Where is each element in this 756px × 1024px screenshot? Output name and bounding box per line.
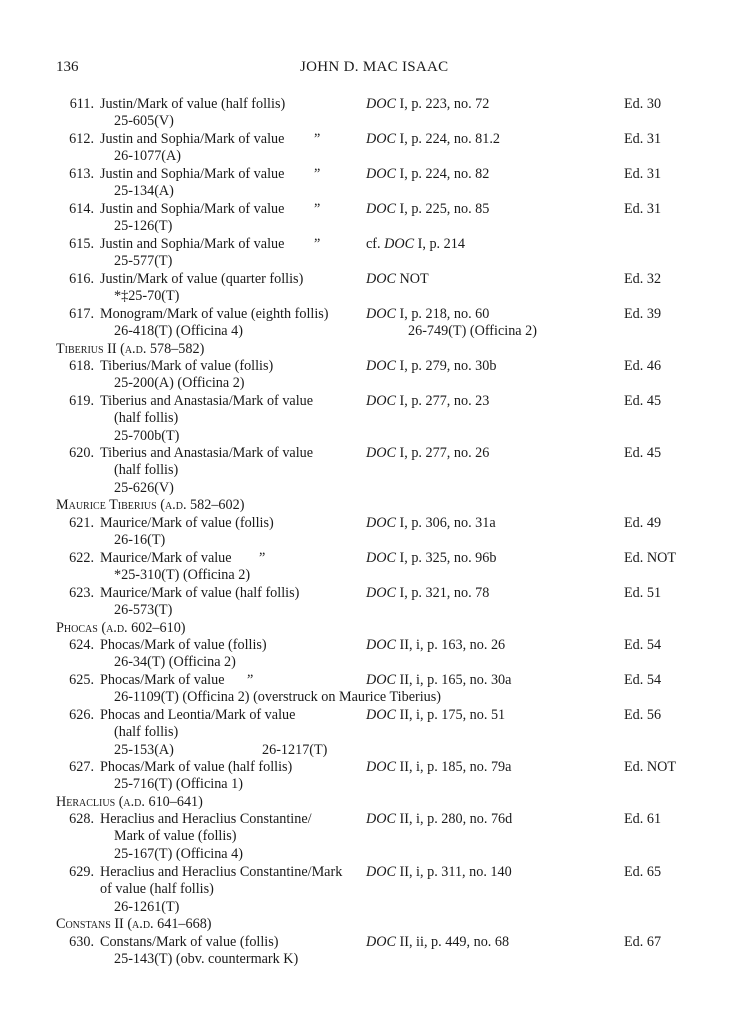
ditto-mark: ”: [314, 166, 321, 182]
doc-reference: [366, 864, 512, 881]
doc-locator: I, p. 306, no. 31a: [395, 515, 496, 531]
entry-description: Justin and Sophia/Mark of value: [100, 236, 285, 252]
entry-description: Tiberius and Anastasia/Mark of value: [100, 445, 314, 461]
specimen-number: 25-577(T): [114, 253, 173, 270]
entry-description-cont: Mark of value (follis): [114, 828, 237, 845]
doc-abbrev: DOC: [366, 934, 396, 950]
doc-locator: I, p. 279, no. 30b: [395, 358, 497, 374]
reign-name: Constans II: [56, 916, 124, 932]
specimen-number: 25-134(A): [114, 183, 174, 200]
doc-reference: [366, 393, 489, 410]
edition-number: Ed. 54: [624, 637, 662, 653]
doc-abbrev: DOC: [366, 811, 396, 827]
doc-abbrev: DOC: [366, 515, 396, 531]
entry-description: Tiberius and Anastasia/Mark of value: [100, 393, 314, 409]
specimen-number: 26-1261(T): [114, 898, 180, 915]
doc-abbrev: DOC: [366, 864, 396, 880]
edition-number: Ed. 49: [624, 515, 662, 531]
specimen-number: 26-34(T) (Officina 2): [114, 654, 236, 671]
entry-number: 615.: [69, 236, 94, 252]
reign-name: Phocas: [56, 620, 98, 636]
entry-number: 616.: [69, 271, 94, 287]
doc-reference: [366, 445, 489, 462]
doc-locator: I, p. 214: [414, 236, 465, 252]
specimen-number: 25-126(T): [114, 218, 173, 235]
doc-abbrev: DOC: [366, 358, 396, 374]
entry-number: 619.: [69, 393, 94, 409]
doc-reference: [366, 934, 509, 951]
edition-number: Ed. 31: [624, 201, 662, 217]
entry-description-cont: (half follis): [114, 462, 179, 479]
reign-heading: [56, 497, 244, 514]
entry-number: 621.: [69, 515, 94, 531]
edition-number: Ed. 61: [624, 811, 662, 827]
specimen-number: *25-310(T) (Officina 2): [114, 567, 251, 584]
entry-description-cont: (half follis): [114, 410, 179, 427]
ditto-mark: ”: [247, 672, 254, 688]
doc-locator: II, ii, p. 449, no. 68: [395, 934, 510, 950]
entry-description: Constans/Mark of value (follis): [100, 934, 279, 950]
reign-dates: (a.d. 610–641): [118, 794, 203, 810]
edition-number: Ed. 30: [624, 96, 662, 112]
entry-description: Phocas/Mark of value (half follis): [100, 759, 293, 775]
reign-heading: [56, 794, 203, 811]
doc-reference: [366, 550, 496, 567]
entry-number: 628.: [69, 811, 94, 827]
page-number: 136: [56, 59, 79, 75]
reign-dates: (a.d. 602–610): [101, 620, 186, 636]
reign-name: Maurice Tiberius: [56, 497, 157, 513]
edition-number: Ed. 31: [624, 131, 662, 147]
doc-reference: [366, 811, 512, 828]
doc-locator: I, p. 325, no. 96b: [395, 550, 497, 566]
edition-number: Ed. 65: [624, 864, 662, 880]
doc-abbrev: DOC: [366, 131, 396, 147]
doc-locator: II, i, p. 185, no. 79a: [395, 759, 512, 775]
doc-abbrev: DOC: [366, 550, 396, 566]
doc-locator: I, p. 218, no. 60: [395, 306, 490, 322]
doc-abbrev: DOC: [366, 271, 396, 287]
doc-abbrev: DOC: [366, 637, 396, 653]
doc-reference: [366, 96, 489, 113]
reign-name: Heraclius: [56, 794, 116, 810]
edition-number: Ed. 45: [624, 393, 662, 409]
doc-abbrev: DOC: [366, 672, 396, 688]
entry-number: 612.: [69, 131, 94, 147]
entry-description: Heraclius and Heraclius Constantine/Mark: [100, 864, 343, 880]
entry-number: 613.: [69, 166, 94, 182]
doc-locator: II, i, p. 280, no. 76d: [395, 811, 513, 827]
entry-description: Tiberius/Mark of value (follis): [100, 358, 274, 374]
doc-locator: II, i, p. 175, no. 51: [395, 707, 506, 723]
entry-number: 611.: [69, 96, 94, 112]
specimen-number: 26-1077(A): [114, 148, 181, 165]
specimen-number: 26-573(T): [114, 602, 173, 619]
edition-number: Ed. 56: [624, 707, 662, 723]
doc-reference: [366, 201, 489, 218]
specimen-number-extra: 26-1217(T): [262, 741, 328, 758]
doc-reference: [366, 306, 489, 323]
doc-reference: [366, 271, 429, 288]
doc-abbrev: DOC: [366, 707, 396, 723]
specimen-number: 25-153(A): [114, 741, 174, 758]
edition-number: Ed. 31: [624, 166, 662, 182]
edition-number: Ed. 51: [624, 585, 662, 601]
entry-number: 625.: [69, 672, 94, 688]
doc-locator: NOT: [395, 271, 429, 287]
entry-description-cont: (half follis): [114, 724, 179, 741]
specimen-number: 25-143(T) (obv. countermark K): [114, 951, 299, 968]
doc-locator: I, p. 223, no. 72: [395, 96, 490, 112]
specimen-number: 25-605(V): [114, 113, 174, 130]
doc-locator: II, i, p. 165, no. 30a: [395, 672, 512, 688]
entry-description: Justin and Sophia/Mark of value: [100, 166, 285, 182]
running-head: JOHN D. MAC ISAAC: [300, 59, 449, 75]
doc-reference: [366, 358, 496, 375]
reign-name: Tiberius II: [56, 341, 117, 357]
entry-number: 629.: [69, 864, 94, 880]
ditto-mark: ”: [314, 131, 321, 147]
entry-description: Phocas and Leontia/Mark of value: [100, 707, 296, 723]
doc-abbrev: DOC: [366, 96, 396, 112]
reign-dates: (a.d. 582–602): [160, 497, 245, 513]
entry-description: Heraclius and Heraclius Constantine/: [100, 811, 312, 827]
doc-abbrev: DOC: [366, 166, 396, 182]
doc-locator: I, p. 277, no. 26: [395, 445, 490, 461]
specimen-number: *‡25-70(T): [114, 288, 180, 305]
entry-description-cont: of value (half follis): [100, 881, 214, 898]
specimen-number: 26-418(T) (Officina 4): [114, 323, 243, 340]
doc-reference: [366, 707, 505, 724]
edition-number: Ed. NOT: [624, 759, 677, 775]
entry-description: Phocas/Mark of value: [100, 672, 225, 688]
doc-abbrev: DOC: [366, 585, 396, 601]
edition-number: Ed. 32: [624, 271, 662, 287]
entry-description: Maurice/Mark of value (follis): [100, 515, 274, 531]
entry-description: Monogram/Mark of value (eighth follis): [100, 306, 329, 322]
entry-number: 614.: [69, 201, 94, 217]
ditto-mark: ”: [314, 236, 321, 252]
doc-reference: [366, 759, 511, 776]
entry-description: Justin/Mark of value (quarter follis): [100, 271, 304, 287]
doc-locator: I, p. 321, no. 78: [395, 585, 490, 601]
edition-number: Ed. 39: [624, 306, 662, 322]
doc-abbrev: DOC: [366, 445, 396, 461]
entry-description: Justin and Sophia/Mark of value: [100, 201, 285, 217]
entry-description: Maurice/Mark of value (half follis): [100, 585, 300, 601]
doc-locator: II, i, p. 311, no. 140: [395, 864, 512, 880]
doc-abbrev: DOC: [384, 236, 415, 252]
reign-dates: (a.d. 641–668): [127, 916, 212, 932]
ditto-mark: ”: [259, 550, 266, 566]
doc-locator: I, p. 277, no. 23: [395, 393, 490, 409]
doc-reference: [366, 131, 500, 148]
entry-number: 623.: [69, 585, 94, 601]
entry-number: 620.: [69, 445, 94, 461]
specimen-number: 25-716(T) (Officina 1): [114, 776, 243, 793]
edition-number: Ed. 67: [624, 934, 662, 950]
ditto-mark: ”: [314, 201, 321, 217]
doc-abbrev: DOC: [366, 759, 396, 775]
reign-dates: (a.d. 578–582): [120, 341, 205, 357]
entry-number: 617.: [69, 306, 94, 322]
entry-number: 622.: [69, 550, 94, 566]
specimen-number: 25-200(A) (Officina 2): [114, 375, 245, 392]
doc-locator: I, p. 224, no. 82: [395, 166, 490, 182]
doc-reference: [366, 236, 465, 253]
entry-description: Maurice/Mark of value: [100, 550, 232, 566]
edition-number: Ed. NOT: [624, 550, 677, 566]
doc-reference: [366, 585, 489, 602]
specimen-number: 25-626(V): [114, 479, 174, 496]
specimen-number: 26-1109(T) (Officina 2) (overstruck on Maurice Tiberius): [114, 689, 442, 706]
entry-description: Justin/Mark of value (half follis): [100, 96, 286, 112]
entry-description: Justin and Sophia/Mark of value: [100, 131, 285, 147]
doc-locator: I, p. 224, no. 81.2: [395, 131, 501, 147]
doc-abbrev: DOC: [366, 306, 396, 322]
reign-heading: [56, 620, 186, 637]
doc-abbrev: DOC: [366, 201, 396, 217]
reign-heading: [56, 916, 212, 933]
entry-number: 627.: [69, 759, 94, 775]
specimen-number: 25-700b(T): [114, 427, 180, 444]
doc-abbrev: DOC: [366, 393, 396, 409]
specimen-number-extra: 26-749(T) (Officina 2): [408, 323, 537, 340]
entry-number: 618.: [69, 358, 94, 374]
specimen-number: 25-167(T) (Officina 4): [114, 845, 243, 862]
entry-number: 624.: [69, 637, 94, 653]
edition-number: Ed. 45: [624, 445, 662, 461]
entry-number: 626.: [69, 707, 94, 723]
specimen-number: 26-16(T): [114, 532, 166, 549]
doc-locator: II, i, p. 163, no. 26: [395, 637, 506, 653]
doc-reference: [366, 672, 511, 689]
doc-reference: [366, 515, 496, 532]
doc-prefix: cf.: [366, 236, 385, 252]
doc-reference: [366, 166, 489, 183]
edition-number: Ed. 46: [624, 358, 662, 374]
edition-number: Ed. 54: [624, 672, 662, 688]
doc-reference: [366, 637, 505, 654]
reign-heading: [56, 341, 204, 358]
doc-locator: I, p. 225, no. 85: [395, 201, 490, 217]
entry-number: 630.: [69, 934, 94, 950]
entry-description: Phocas/Mark of value (follis): [100, 637, 267, 653]
